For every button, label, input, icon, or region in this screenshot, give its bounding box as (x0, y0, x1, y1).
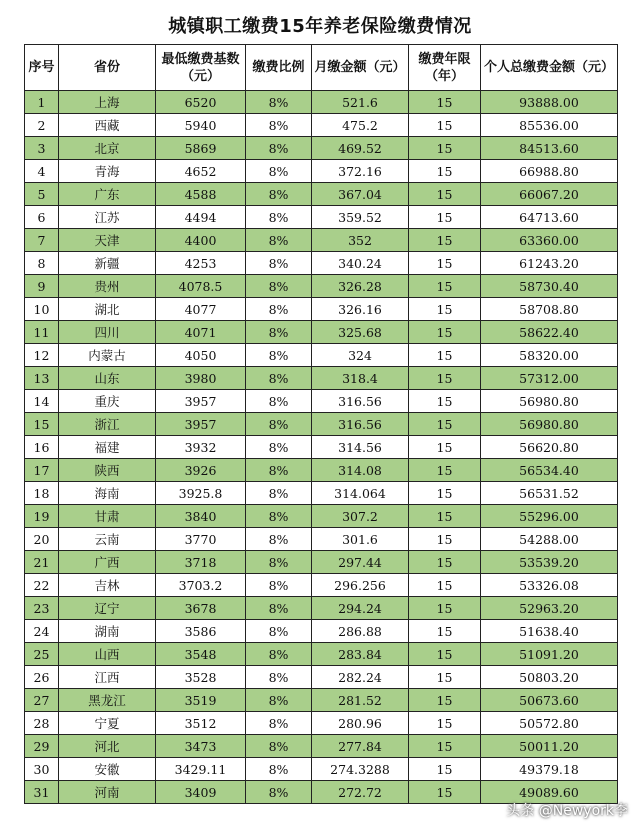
table-row (25, 206, 618, 229)
table-body (25, 91, 618, 804)
cell-rate: 8% (246, 436, 312, 459)
cell-monthly: 297.44 (312, 551, 409, 574)
table-row (25, 482, 618, 505)
cell-rate: 8% (246, 597, 312, 620)
cell-seq: 29 (25, 735, 59, 758)
header-row (25, 45, 618, 91)
cell-monthly: 274.3288 (312, 758, 409, 781)
cell-total: 56620.80 (481, 436, 618, 459)
cell-total: 93888.00 (481, 91, 618, 114)
cell-years: 15 (409, 137, 481, 160)
cell-years: 15 (409, 114, 481, 137)
cell-years: 15 (409, 712, 481, 735)
cell-min-base: 3548 (156, 643, 246, 666)
cell-rate: 8% (246, 689, 312, 712)
cell-min-base: 4071 (156, 321, 246, 344)
cell-min-base: 4253 (156, 252, 246, 275)
cell-province: 河北 (59, 735, 156, 758)
cell-total: 58708.80 (481, 298, 618, 321)
cell-province: 湖南 (59, 620, 156, 643)
table-row (25, 413, 618, 436)
cell-min-base: 3926 (156, 459, 246, 482)
cell-years: 15 (409, 574, 481, 597)
cell-monthly: 286.88 (312, 620, 409, 643)
cell-total: 58730.40 (481, 275, 618, 298)
table-row (25, 505, 618, 528)
table-row (25, 528, 618, 551)
cell-total: 56534.40 (481, 459, 618, 482)
cell-min-base: 4078.5 (156, 275, 246, 298)
cell-total: 49089.60 (481, 781, 618, 804)
cell-rate: 8% (246, 459, 312, 482)
table-row (25, 367, 618, 390)
cell-rate: 8% (246, 367, 312, 390)
table-row (25, 758, 618, 781)
cell-province: 江苏 (59, 206, 156, 229)
cell-monthly: 314.56 (312, 436, 409, 459)
cell-seq: 21 (25, 551, 59, 574)
cell-seq: 31 (25, 781, 59, 804)
cell-total: 58320.00 (481, 344, 618, 367)
cell-years: 15 (409, 183, 481, 206)
cell-monthly: 280.96 (312, 712, 409, 735)
cell-province: 云南 (59, 528, 156, 551)
cell-years: 15 (409, 689, 481, 712)
cell-years: 15 (409, 206, 481, 229)
cell-years: 15 (409, 160, 481, 183)
cell-years: 15 (409, 91, 481, 114)
cell-min-base: 3409 (156, 781, 246, 804)
cell-seq: 15 (25, 413, 59, 436)
table-row (25, 620, 618, 643)
table-row (25, 160, 618, 183)
cell-seq: 9 (25, 275, 59, 298)
cell-years: 15 (409, 459, 481, 482)
cell-province: 西藏 (59, 114, 156, 137)
cell-rate: 8% (246, 344, 312, 367)
cell-years: 15 (409, 666, 481, 689)
cell-seq: 13 (25, 367, 59, 390)
cell-min-base: 4494 (156, 206, 246, 229)
cell-min-base: 3932 (156, 436, 246, 459)
cell-total: 50011.20 (481, 735, 618, 758)
cell-min-base: 3980 (156, 367, 246, 390)
cell-rate: 8% (246, 528, 312, 551)
cell-seq: 22 (25, 574, 59, 597)
cell-seq: 17 (25, 459, 59, 482)
cell-total: 58622.40 (481, 321, 618, 344)
cell-monthly: 314.064 (312, 482, 409, 505)
cell-total: 56980.80 (481, 413, 618, 436)
cell-monthly: 367.04 (312, 183, 409, 206)
cell-monthly: 316.56 (312, 413, 409, 436)
cell-min-base: 3528 (156, 666, 246, 689)
cell-monthly: 475.2 (312, 114, 409, 137)
header-min-base: 最低缴费基数（元） (156, 45, 246, 91)
cell-years: 15 (409, 229, 481, 252)
cell-seq: 14 (25, 390, 59, 413)
cell-province: 湖北 (59, 298, 156, 321)
cell-min-base: 3925.8 (156, 482, 246, 505)
cell-province: 四川 (59, 321, 156, 344)
cell-seq: 30 (25, 758, 59, 781)
cell-seq: 23 (25, 597, 59, 620)
cell-rate: 8% (246, 574, 312, 597)
table-row (25, 137, 618, 160)
cell-monthly: 521.6 (312, 91, 409, 114)
cell-rate: 8% (246, 505, 312, 528)
cell-years: 15 (409, 505, 481, 528)
cell-province: 山西 (59, 643, 156, 666)
cell-min-base: 5940 (156, 114, 246, 137)
cell-province: 辽宁 (59, 597, 156, 620)
cell-rate: 8% (246, 229, 312, 252)
cell-rate: 8% (246, 712, 312, 735)
cell-rate: 8% (246, 620, 312, 643)
cell-rate: 8% (246, 114, 312, 137)
table-row (25, 298, 618, 321)
table-row (25, 275, 618, 298)
cell-total: 56531.52 (481, 482, 618, 505)
cell-monthly: 272.72 (312, 781, 409, 804)
cell-rate: 8% (246, 183, 312, 206)
cell-province: 新疆 (59, 252, 156, 275)
cell-total: 54288.00 (481, 528, 618, 551)
cell-province: 天津 (59, 229, 156, 252)
cell-province: 宁夏 (59, 712, 156, 735)
cell-seq: 8 (25, 252, 59, 275)
cell-rate: 8% (246, 206, 312, 229)
header-rate: 缴费比例 (246, 45, 312, 91)
table-row (25, 252, 618, 275)
cell-min-base: 3840 (156, 505, 246, 528)
cell-province: 江西 (59, 666, 156, 689)
cell-province: 山东 (59, 367, 156, 390)
table-row (25, 390, 618, 413)
cell-seq: 25 (25, 643, 59, 666)
cell-province: 陕西 (59, 459, 156, 482)
cell-seq: 4 (25, 160, 59, 183)
table-row (25, 712, 618, 735)
cell-seq: 19 (25, 505, 59, 528)
cell-monthly: 283.84 (312, 643, 409, 666)
table-row (25, 666, 618, 689)
cell-province: 广东 (59, 183, 156, 206)
cell-rate: 8% (246, 137, 312, 160)
cell-total: 51638.40 (481, 620, 618, 643)
cell-years: 15 (409, 735, 481, 758)
cell-min-base: 3519 (156, 689, 246, 712)
cell-rate: 8% (246, 482, 312, 505)
cell-monthly: 326.16 (312, 298, 409, 321)
cell-min-base: 4588 (156, 183, 246, 206)
cell-total: 53326.08 (481, 574, 618, 597)
cell-province: 青海 (59, 160, 156, 183)
cell-total: 84513.60 (481, 137, 618, 160)
table-row (25, 436, 618, 459)
page-title: 城镇职工缴费15年养老保险缴费情况 (168, 16, 472, 37)
cell-seq: 5 (25, 183, 59, 206)
cell-monthly: 372.16 (312, 160, 409, 183)
cell-monthly: 326.28 (312, 275, 409, 298)
cell-monthly: 340.24 (312, 252, 409, 275)
table-row (25, 321, 618, 344)
cell-province: 安徽 (59, 758, 156, 781)
cell-seq: 11 (25, 321, 59, 344)
cell-min-base: 4652 (156, 160, 246, 183)
cell-monthly: 316.56 (312, 390, 409, 413)
cell-years: 15 (409, 643, 481, 666)
cell-years: 15 (409, 298, 481, 321)
cell-total: 66067.20 (481, 183, 618, 206)
cell-monthly: 469.52 (312, 137, 409, 160)
cell-seq: 3 (25, 137, 59, 160)
cell-years: 15 (409, 482, 481, 505)
table-row (25, 574, 618, 597)
cell-province: 吉林 (59, 574, 156, 597)
cell-years: 15 (409, 390, 481, 413)
cell-monthly: 318.4 (312, 367, 409, 390)
cell-seq: 10 (25, 298, 59, 321)
cell-monthly: 324 (312, 344, 409, 367)
cell-monthly: 277.84 (312, 735, 409, 758)
cell-province: 贵州 (59, 275, 156, 298)
cell-province: 海南 (59, 482, 156, 505)
cell-years: 15 (409, 758, 481, 781)
cell-years: 15 (409, 528, 481, 551)
cell-rate: 8% (246, 91, 312, 114)
cell-total: 66988.80 (481, 160, 618, 183)
cell-years: 15 (409, 551, 481, 574)
cell-years: 15 (409, 275, 481, 298)
cell-monthly: 352 (312, 229, 409, 252)
cell-min-base: 4050 (156, 344, 246, 367)
watermark: 头条 @Newyork李 (506, 803, 628, 819)
table-row (25, 689, 618, 712)
cell-monthly: 301.6 (312, 528, 409, 551)
header-total: 个人总缴费金额（元） (481, 45, 618, 91)
cell-rate: 8% (246, 643, 312, 666)
cell-years: 15 (409, 344, 481, 367)
cell-total: 63360.00 (481, 229, 618, 252)
cell-min-base: 6520 (156, 91, 246, 114)
cell-rate: 8% (246, 275, 312, 298)
cell-seq: 27 (25, 689, 59, 712)
cell-province: 重庆 (59, 390, 156, 413)
cell-monthly: 294.24 (312, 597, 409, 620)
cell-monthly: 325.68 (312, 321, 409, 344)
cell-province: 甘肃 (59, 505, 156, 528)
cell-seq: 26 (25, 666, 59, 689)
cell-monthly: 296.256 (312, 574, 409, 597)
header-seq: 序号 (25, 45, 59, 91)
cell-min-base: 3770 (156, 528, 246, 551)
table-row (25, 114, 618, 137)
pension-table (24, 44, 618, 804)
cell-min-base: 3678 (156, 597, 246, 620)
cell-years: 15 (409, 436, 481, 459)
cell-monthly: 281.52 (312, 689, 409, 712)
cell-years: 15 (409, 781, 481, 804)
cell-min-base: 5869 (156, 137, 246, 160)
cell-min-base: 3718 (156, 551, 246, 574)
cell-rate: 8% (246, 413, 312, 436)
cell-rate: 8% (246, 781, 312, 804)
cell-province: 浙江 (59, 413, 156, 436)
cell-total: 55296.00 (481, 505, 618, 528)
cell-seq: 1 (25, 91, 59, 114)
cell-years: 15 (409, 620, 481, 643)
cell-seq: 24 (25, 620, 59, 643)
cell-total: 52963.20 (481, 597, 618, 620)
cell-seq: 2 (25, 114, 59, 137)
cell-rate: 8% (246, 666, 312, 689)
cell-total: 50673.60 (481, 689, 618, 712)
table-row (25, 643, 618, 666)
cell-rate: 8% (246, 735, 312, 758)
cell-province: 广西 (59, 551, 156, 574)
cell-min-base: 3473 (156, 735, 246, 758)
cell-min-base: 4077 (156, 298, 246, 321)
cell-province: 福建 (59, 436, 156, 459)
cell-min-base: 3512 (156, 712, 246, 735)
cell-total: 57312.00 (481, 367, 618, 390)
cell-rate: 8% (246, 298, 312, 321)
cell-monthly: 314.08 (312, 459, 409, 482)
cell-rate: 8% (246, 551, 312, 574)
table-row (25, 183, 618, 206)
cell-years: 15 (409, 252, 481, 275)
cell-monthly: 282.24 (312, 666, 409, 689)
cell-rate: 8% (246, 758, 312, 781)
cell-min-base: 3957 (156, 390, 246, 413)
cell-rate: 8% (246, 252, 312, 275)
cell-monthly: 359.52 (312, 206, 409, 229)
table-row (25, 551, 618, 574)
cell-seq: 12 (25, 344, 59, 367)
cell-total: 53539.20 (481, 551, 618, 574)
table-row (25, 735, 618, 758)
cell-years: 15 (409, 321, 481, 344)
cell-years: 15 (409, 597, 481, 620)
cell-seq: 20 (25, 528, 59, 551)
cell-province: 黑龙江 (59, 689, 156, 712)
cell-seq: 18 (25, 482, 59, 505)
cell-min-base: 3429.11 (156, 758, 246, 781)
cell-province: 北京 (59, 137, 156, 160)
cell-seq: 28 (25, 712, 59, 735)
table-row (25, 597, 618, 620)
cell-rate: 8% (246, 160, 312, 183)
cell-total: 85536.00 (481, 114, 618, 137)
table-row (25, 459, 618, 482)
cell-rate: 8% (246, 321, 312, 344)
table-row (25, 229, 618, 252)
cell-seq: 6 (25, 206, 59, 229)
cell-total: 51091.20 (481, 643, 618, 666)
header-years: 缴费年限（年） (409, 45, 481, 91)
cell-monthly: 307.2 (312, 505, 409, 528)
header-province: 省份 (59, 45, 156, 91)
cell-min-base: 3957 (156, 413, 246, 436)
table-row (25, 91, 618, 114)
header-monthly: 月缴金额（元） (312, 45, 409, 91)
cell-min-base: 3586 (156, 620, 246, 643)
cell-min-base: 3703.2 (156, 574, 246, 597)
cell-seq: 16 (25, 436, 59, 459)
cell-total: 50572.80 (481, 712, 618, 735)
cell-province: 内蒙古 (59, 344, 156, 367)
cell-total: 61243.20 (481, 252, 618, 275)
cell-total: 64713.60 (481, 206, 618, 229)
cell-province: 上海 (59, 91, 156, 114)
table-row (25, 344, 618, 367)
cell-years: 15 (409, 413, 481, 436)
cell-total: 50803.20 (481, 666, 618, 689)
cell-seq: 7 (25, 229, 59, 252)
cell-rate: 8% (246, 390, 312, 413)
cell-years: 15 (409, 367, 481, 390)
cell-total: 56980.80 (481, 390, 618, 413)
cell-min-base: 4400 (156, 229, 246, 252)
cell-total: 49379.18 (481, 758, 618, 781)
cell-province: 河南 (59, 781, 156, 804)
